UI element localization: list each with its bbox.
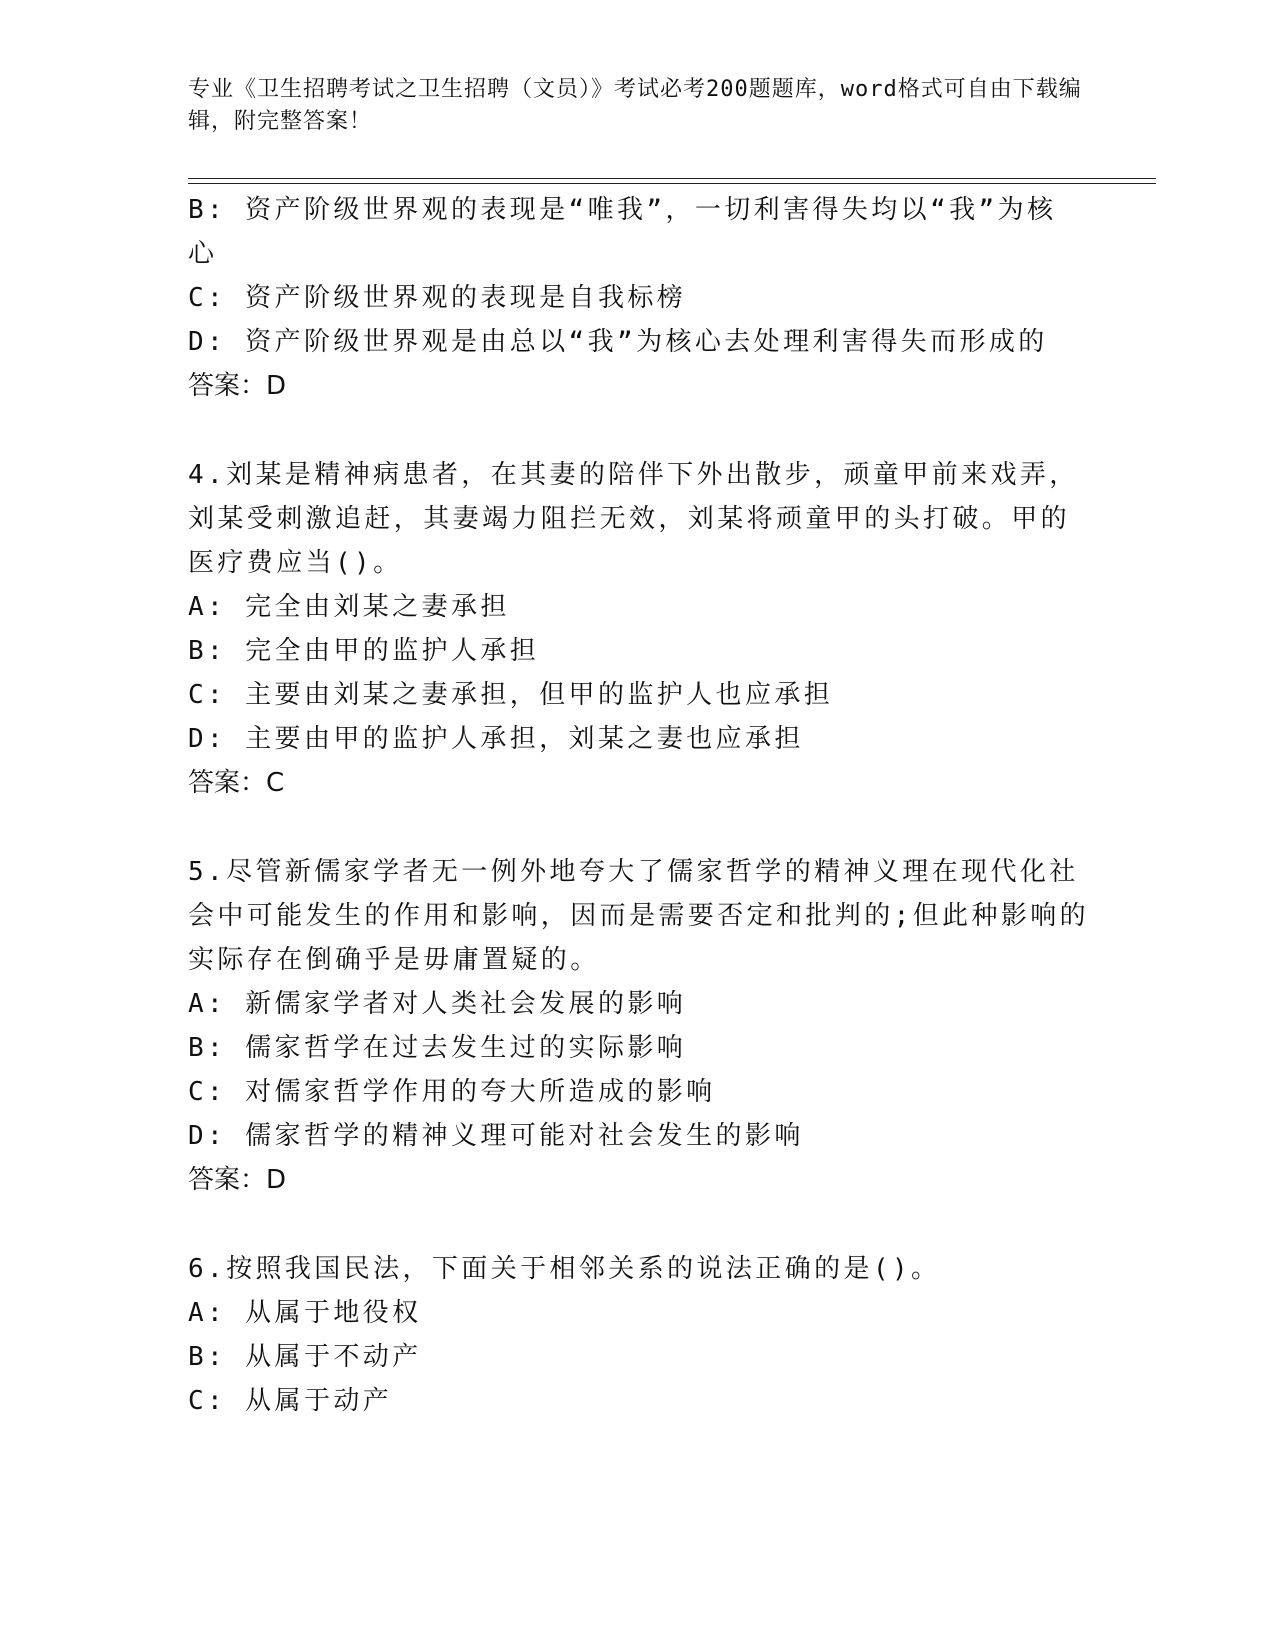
q4-stem-line1: 4.刘某是精神病患者，在其妻的陪伴下外出散步，顽童甲前来戏弄， — [188, 460, 1079, 490]
q3-option-d: D: 资产阶级世界观是由总以“我”为核心去处理利害得失而形成的 — [188, 327, 1048, 357]
q4-option-d: D: 主要由甲的监护人承担，刘某之妻也应承担 — [188, 724, 804, 754]
q6-option-b: B: 从属于不动产 — [188, 1342, 422, 1372]
q4-option-c: C: 主要由刘某之妻承担，但甲的监护人也应承担 — [188, 680, 834, 710]
q4-stem-line3: 医疗费应当()。 — [188, 548, 403, 578]
header-divider-top — [188, 178, 1156, 179]
q4-stem-line2: 刘某受刺激追赶，其妻竭力阻拦无效，刘某将顽童甲的头打破。甲的 — [188, 504, 1071, 534]
q3-option-b-line1: B: 资产阶级世界观的表现是“唯我”，一切利害得失均以“我”为核 — [188, 195, 1057, 225]
q5-option-a: A: 新儒家学者对人类社会发展的影响 — [188, 989, 687, 1019]
q4-option-a: A: 完全由刘某之妻承担 — [188, 592, 510, 622]
q5-option-b: B: 儒家哲学在过去发生过的实际影响 — [188, 1033, 687, 1063]
q4-option-b: B: 完全由甲的监护人承担 — [188, 636, 540, 666]
q3-option-b-line2: 心 — [188, 239, 218, 269]
q6-option-c: C: 从属于动产 — [188, 1386, 393, 1416]
q6-stem-line1: 6.按照我国民法，下面关于相邻关系的说法正确的是()。 — [188, 1254, 941, 1284]
document-header: 专业《卫生招聘考试之卫生招聘（文员）》考试必考200题题库，word格式可自由下载编辑，附完整答案！ — [188, 77, 1082, 134]
q4-answer: 答案：C — [188, 768, 285, 798]
q5-stem-line2: 会中可能发生的作用和影响，因而是需要否定和批判的;但此种影响的 — [188, 901, 1090, 931]
q5-option-c: C: 对儒家哲学作用的夸大所造成的影响 — [188, 1077, 716, 1107]
q5-stem-line1: 5.尽管新儒家学者无一例外地夸大了儒家哲学的精神义理在现代化社 — [188, 857, 1079, 887]
q5-option-d: D: 儒家哲学的精神义理可能对社会发生的影响 — [188, 1121, 804, 1151]
q5-stem-line3: 实际存在倒确乎是毋庸置疑的。 — [188, 945, 600, 975]
header-divider-bottom — [188, 183, 1156, 184]
q6-option-a: A: 从属于地役权 — [188, 1298, 422, 1328]
q3-answer: 答案：D — [188, 371, 287, 401]
q3-option-c: C: 资产阶级世界观的表现是自我标榜 — [188, 283, 687, 313]
q5-answer: 答案：D — [188, 1165, 287, 1195]
